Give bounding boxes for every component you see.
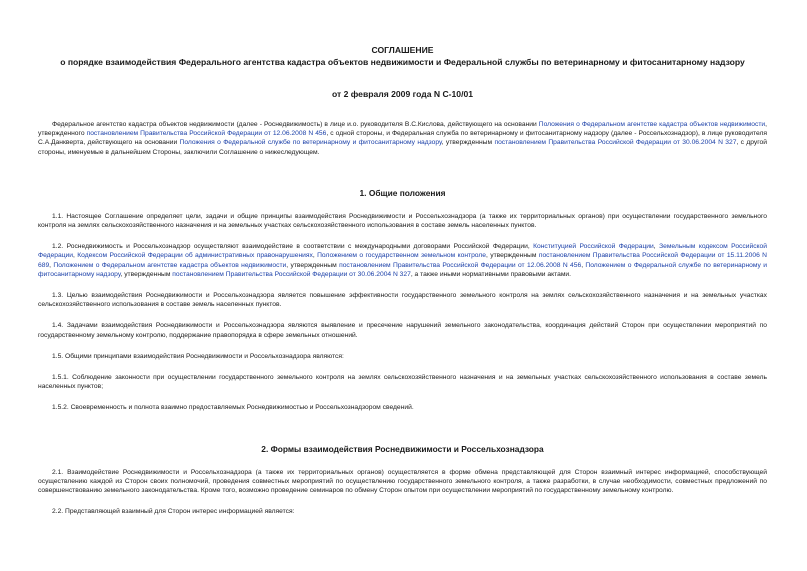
text-run: , с другой стороны, именуемые в дальнейшем Стороны, заключили Соглашение о нижеследующем. <box>38 139 767 156</box>
document-link[interactable]: постановлением Правительства Российской Федерации от 30.06.2004 N 327 <box>172 270 411 278</box>
text-run: 1.5.2. Своевременность и полнота взаимно предоставляемых Роснедвижимостью и Россельхознадзором сведений. <box>52 404 414 412</box>
document-title: СОГЛАШЕНИЕ <box>371 45 434 55</box>
text-run: , утвержденным <box>486 252 539 260</box>
intro-paragraph <box>38 120 767 157</box>
text-run: , <box>73 252 78 260</box>
text-run: Федеральное агентство кадастра объектов недвижимости (далее - Роснедвижимость) в лице и.о. руководителя В.С.Кислова, действующего на основании <box>52 121 539 128</box>
section-1-heading: 1. Общие положения <box>359 187 446 198</box>
text-run: 1.1. Настоящее Соглашение определяет цели, задачи и общие принципы взаимодействия Роснедвижимости и Россельхознадзора (а также их территориальных органов) при осуществлении государственного земельного контроля на землях сельскохозяйственного назначения и на земельных участках сельскохозяйственного использования в составе земель населенных пунктов. <box>38 212 767 230</box>
document-subtitle: о порядке взаимодействия Федерального агентства кадастра объектов недвижимости и Федеральной службы по ветеринарному и фитосанитарному надзору <box>60 57 745 67</box>
document-link[interactable]: Положения о Федеральной службе по ветеринарному и фитосанитарному надзору <box>179 139 442 147</box>
document-link[interactable]: Положения о Федеральном агентстве кадастра объектов недвижимости <box>538 121 766 128</box>
text-run: , с одной стороны, и Федеральная служба по ветеринарному и фитосанитарному надзору (далее - Россельхознадзор), в лице руководителя С.А.Данкверта, действующего на основании <box>38 130 767 147</box>
text-run: , утвержденным <box>286 261 340 269</box>
document-link[interactable]: постановлением Правительства Российской Федерации от 30.06.2004 N 327 <box>494 139 737 147</box>
text-run: , <box>581 261 586 269</box>
document-link[interactable]: постановлением Правительства Российской Федерации от 12.06.2008 N 456 <box>339 261 582 269</box>
document-link[interactable]: Земельным кодексом Российской Федерации <box>38 243 768 260</box>
document-link[interactable]: Конституцией Российской Федерации <box>533 243 654 251</box>
paragraph-1-5-1 <box>38 373 767 391</box>
document-date: от 2 февраля 2009 года N С-10/01 <box>331 89 474 99</box>
text-run: 1.4. Задачами взаимодействия Роснедвижимости и Россельхознадзора являются выявление и пресечение нарушений земельного законодательства, координация действий Сторон при осуществлении мероприятий по государственному земельному контролю, поддержание правопорядка в сфере земельных отношений. <box>38 322 767 339</box>
paragraph-1-5-2 <box>38 403 767 412</box>
document-link[interactable]: Кодексом Российской Федерации об административных правонарушениях <box>77 252 313 260</box>
paragraph-1-3 <box>38 291 767 309</box>
paragraph-1-1 <box>38 212 767 230</box>
document-link[interactable]: Положением о Федеральном агентстве кадастра объектов недвижимости <box>53 261 287 269</box>
text-run: 2.2. Представляющей взаимный для Сторон интерес информацией является: <box>52 508 295 516</box>
text-run: , <box>653 243 660 251</box>
document-link[interactable]: постановлением Правительства Российской Федерации от 12.06.2008 N 456 <box>86 130 327 138</box>
document-title-block <box>38 0 767 68</box>
paragraph-2-2 <box>38 507 767 516</box>
text-run: , а также иными нормативными правовыми актами. <box>410 270 572 278</box>
text-run: 1.3. Целью взаимодействия Роснедвижимости и Россельхознадзора является повышение эффективности государственного земельного контроля на землях сельскохозяйственного назначения и на земельных участках сельскохозяйственного использования в составе земель населенных пунктов. <box>38 292 767 309</box>
text-run: , утвержденным <box>441 139 495 147</box>
document-link[interactable]: Положением о государственном земельном контроле <box>317 252 486 260</box>
document-link[interactable]: постановлением Правительства Российской Федерации от 15.11.2006 N 689 <box>38 252 768 269</box>
paragraph-1-5 <box>38 352 767 361</box>
paragraph-1-2 <box>38 242 767 279</box>
section-2-heading: 2. Формы взаимодействия Роснедвижимости и Россельхознадзора <box>261 443 544 454</box>
text-run: 1.2. Роснедвижимость и Россельхознадзор осуществляют взаимодействие в соответствии с международными договорами Российской Федерации, <box>52 243 534 251</box>
text-run: 1.5.1. Соблюдение законности при осуществлении государственного земельного контроля на землях сельскохозяйственного назначения и на земельных участках сельскохозяйственного использования в составе земель населенных пунктов; <box>38 374 767 391</box>
text-run: 1.5. Общими принципами взаимодействия Роснедвижимости и Россельхознадзора являются: <box>52 352 344 360</box>
paragraph-2-1 <box>38 468 767 496</box>
text-run: , утвержденного <box>38 121 767 138</box>
paragraph-1-4 <box>38 321 767 339</box>
text-run: 2.1. Взаимодействие Роснедвижимости и Россельхознадзора (а также их территориальных органов) осуществляется в форме обмена представляющей для Сторон взаимный интерес информацией, способствующей осуществлению каждой из Сторон своих полномочий, проведения совместных мероприятий по осуществлению государственного земельного контроля, а также разработки, в случае необходимости, совместных предложений по совершенствованию земельного законодательства. Кроме того, возможно проведение семинаров по обмену Сторон опытом при осуществлении мероприятий по государственному земельному контролю. <box>38 468 767 495</box>
text-run: , <box>312 252 318 260</box>
text-run: , <box>49 261 54 269</box>
document-link[interactable]: Положением о Федеральной службе по ветеринарному и фитосанитарному надзору <box>38 261 767 278</box>
text-run: , утвержденным <box>120 270 173 278</box>
